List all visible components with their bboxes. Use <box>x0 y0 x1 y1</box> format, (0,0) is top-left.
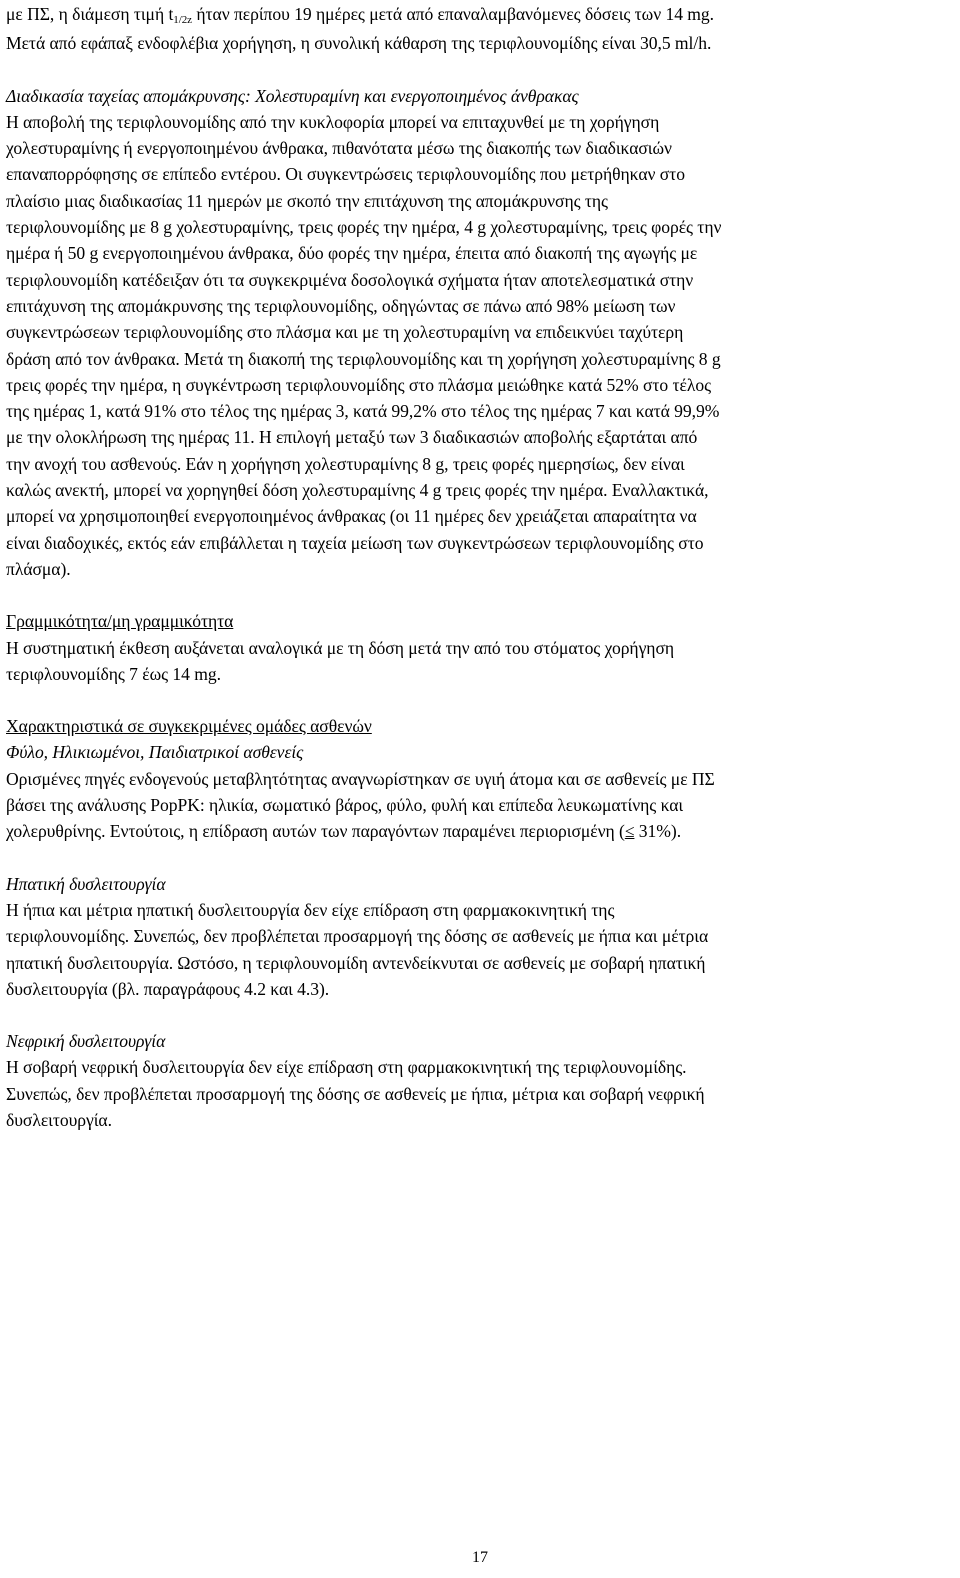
elimination-line: την ανοχή του ασθενούς. Εάν η χορήγηση χολεστυραμίνης 8 g, τρεις φορές ημερησίως, δεν είναι <box>6 453 685 474</box>
linearity-section <box>6 608 954 687</box>
elimination-section <box>6 83 954 583</box>
hepatic-line: δυσλειτουργία (βλ. παραγράφους 4.2 και 4.3). <box>6 978 330 999</box>
document-page <box>6 0 954 1133</box>
hepatic-line: τεριφλουνομίδης. Συνεπώς, δεν προβλέπεται προσαρμογή της δόσης σε ασθενείς με ήπια και μέτρια <box>6 926 709 947</box>
renal-heading: Νεφρική δυσλειτουργία <box>6 1031 166 1052</box>
special-populations-subheading: Φύλο, Ηλικιωμένοι, Παιδιατρικοί ασθενείς <box>6 742 304 763</box>
renal-line: Η σοβαρή νεφρική δυσλειτουργία δεν είχε επίδραση στη φαρμακοκινητική της τεριφλουνομίδης. <box>6 1057 687 1078</box>
special-populations-last-text-a: χολερυθρίνης. Εντούτοις, η επίδραση αυτών των παραγόντων παραμένει περιορισμένη ( <box>6 821 625 842</box>
linearity-heading: Γραμμικότητα/μη γραμμικότητα <box>6 611 234 632</box>
elimination-line: τεριφλουνομίδη κατέδειξαν ότι τα συγκεκριμένα δοσολογικά σχήματα ήταν αποτελεσματικά στην <box>6 269 694 290</box>
elimination-line: με την ολοκλήρωση της ημέρας 11. Η επιλογή μεταξύ των 3 διαδικασιών αποβολής εξαρτάται από <box>6 427 698 448</box>
hepatic-line: Η ήπια και μέτρια ηπατική δυσλειτουργία δεν είχε επίδραση στη φαρμακοκινητική της <box>6 899 615 920</box>
elimination-heading: Διαδικασία ταχείας απομάκρυνσης: Χολεστυραμίνη και ενεργοποιημένος άνθρακας <box>6 85 579 106</box>
intro-line-1-text-a: με ΠΣ, η διάμεση τιμή t <box>6 4 174 24</box>
elimination-line: της ημέρας 1, κατά 91% στο τέλος της ημέρας 3, κατά 99,2% στο τέλος της ημέρας 7 και κατά 99,9% <box>6 401 720 422</box>
elimination-line: ημέρα ή 50 g ενεργοποιημένου άνθρακα, δύο φορές την ημέρα, έπειτα από διακοπή της αγωγής με <box>6 243 698 264</box>
renal-section <box>6 1028 954 1133</box>
renal-line: Συνεπώς, δεν προβλέπεται προσαρμογή της δόσης σε ασθενείς με ήπια, μέτρια και σοβαρή νεφρική <box>6 1083 705 1104</box>
special-populations-last-text-b: 31%). <box>634 821 682 842</box>
intro-line-1 <box>6 1 954 30</box>
elimination-line: είναι διαδοχικές, εκτός εάν επιβάλλεται η ταχεία μείωση των συγκεντρώσεων τεριφλουνομίδης στο <box>6 532 704 553</box>
special-populations-line: Ορισμένες πηγές ενδογενούς μεταβλητότητας αναγνωρίστηκαν σε υγιή άτομα και σε ασθενείς με ΠΣ <box>6 768 715 789</box>
intro-line-2: Μετά από εφάπαξ ενδοφλέβια χορήγηση, η συνολική κάθαρση της τεριφλουνομίδης είναι 30,5 ml/h. <box>6 33 712 54</box>
special-populations-line-last <box>6 818 954 844</box>
elimination-line: πλάσμα). <box>6 558 71 579</box>
special-populations-section <box>6 713 954 844</box>
less-or-equal-symbol: ≤ <box>624 821 635 842</box>
elimination-line: Η αποβολή της τεριφλουνομίδης από την κυκλοφορία μπορεί να επιταχυνθεί με τη χορήγηση <box>6 111 660 132</box>
elimination-line: χολεστυραμίνης ή ενεργοποιημένου άνθρακα, πιθανότατα μέσω της διακοπής των διαδικασιών <box>6 138 672 159</box>
elimination-line: καλώς ανεκτή, μπορεί να χορηγηθεί δόση χολεστυραμίνης 4 g τρεις φορές την ημέρα. Εναλλακτικά, <box>6 480 709 501</box>
intro-paragraph <box>6 1 954 57</box>
elimination-line: επαναπορρόφησης σε επίπεδο εντέρου. Οι συγκεντρώσεις τεριφλουνομίδης που μετρήθηκαν στο <box>6 164 685 185</box>
elimination-line: πλαίσιο μιας διαδικασίας 11 ημερών με σκοπό την επιτάχυνση της απομάκρυνσης της <box>6 190 608 211</box>
elimination-line: τεριφλουνομίδης με 8 g χολεστυραμίνης, τρεις φορές την ημέρα, 4 g χολεστυραμίνης, τρεις φορές την <box>6 217 722 238</box>
special-populations-heading: Χαρακτηριστικά σε συγκεκριμένες ομάδες ασθενών <box>6 716 372 737</box>
hepatic-heading: Ηπατική δυσλειτουργία <box>6 873 166 894</box>
linearity-line: τεριφλουνομίδης 7 έως 14 mg. <box>6 663 221 684</box>
intro-line-1-text-b: ήταν περίπου 19 ημέρες μετά από επαναλαμβανόμενες δόσεις των 14 mg. <box>192 4 715 24</box>
half-life-subscript: 1/2z <box>173 14 193 26</box>
page-number: 17 <box>472 1549 488 1566</box>
elimination-line: μπορεί να χρησιμοποιηθεί ενεργοποιημένος άνθρακας (οι 11 ημέρες δεν χρειάζεται απαραίτητα να <box>6 506 697 527</box>
elimination-line: συγκεντρώσεων τεριφλουνομίδης στο πλάσμα και με τη χολεστυραμίνη να επιδεικνύει ταχύτερη <box>6 322 684 343</box>
hepatic-line: ηπατική δυσλειτουργία. Ωστόσο, η τεριφλουνομίδη αντενδείκνυται σε ασθενείς με σοβαρή ηπατική <box>6 952 706 973</box>
hepatic-section <box>6 871 954 1002</box>
elimination-line: τρεις φορές την ημέρα, η συγκέντρωση τεριφλουνομίδης στο πλάσμα μειώθηκε κατά 52% στο τέλος <box>6 374 712 395</box>
special-populations-line: βάσει της ανάλυσης PopPK: ηλικία, σωματικό βάρος, φύλο, φυλή και επίπεδα λευκωματίνης και <box>6 795 684 816</box>
linearity-line: Η συστηματική έκθεση αυξάνεται αναλογικά με τη δόση μετά την από του στόματος χορήγηση <box>6 637 675 658</box>
elimination-line: δράση από τον άνθρακα. Μετά τη διακοπή της τεριφλουνομίδης και τη χορήγηση χολεστυραμίνης 8 g <box>6 348 721 369</box>
renal-line: δυσλειτουργία. <box>6 1109 112 1130</box>
elimination-line: επιτάχυνση της απομάκρυνσης της τεριφλουνομίδης, οδηγώντας σε πάνω από 98% μείωση των <box>6 295 676 316</box>
